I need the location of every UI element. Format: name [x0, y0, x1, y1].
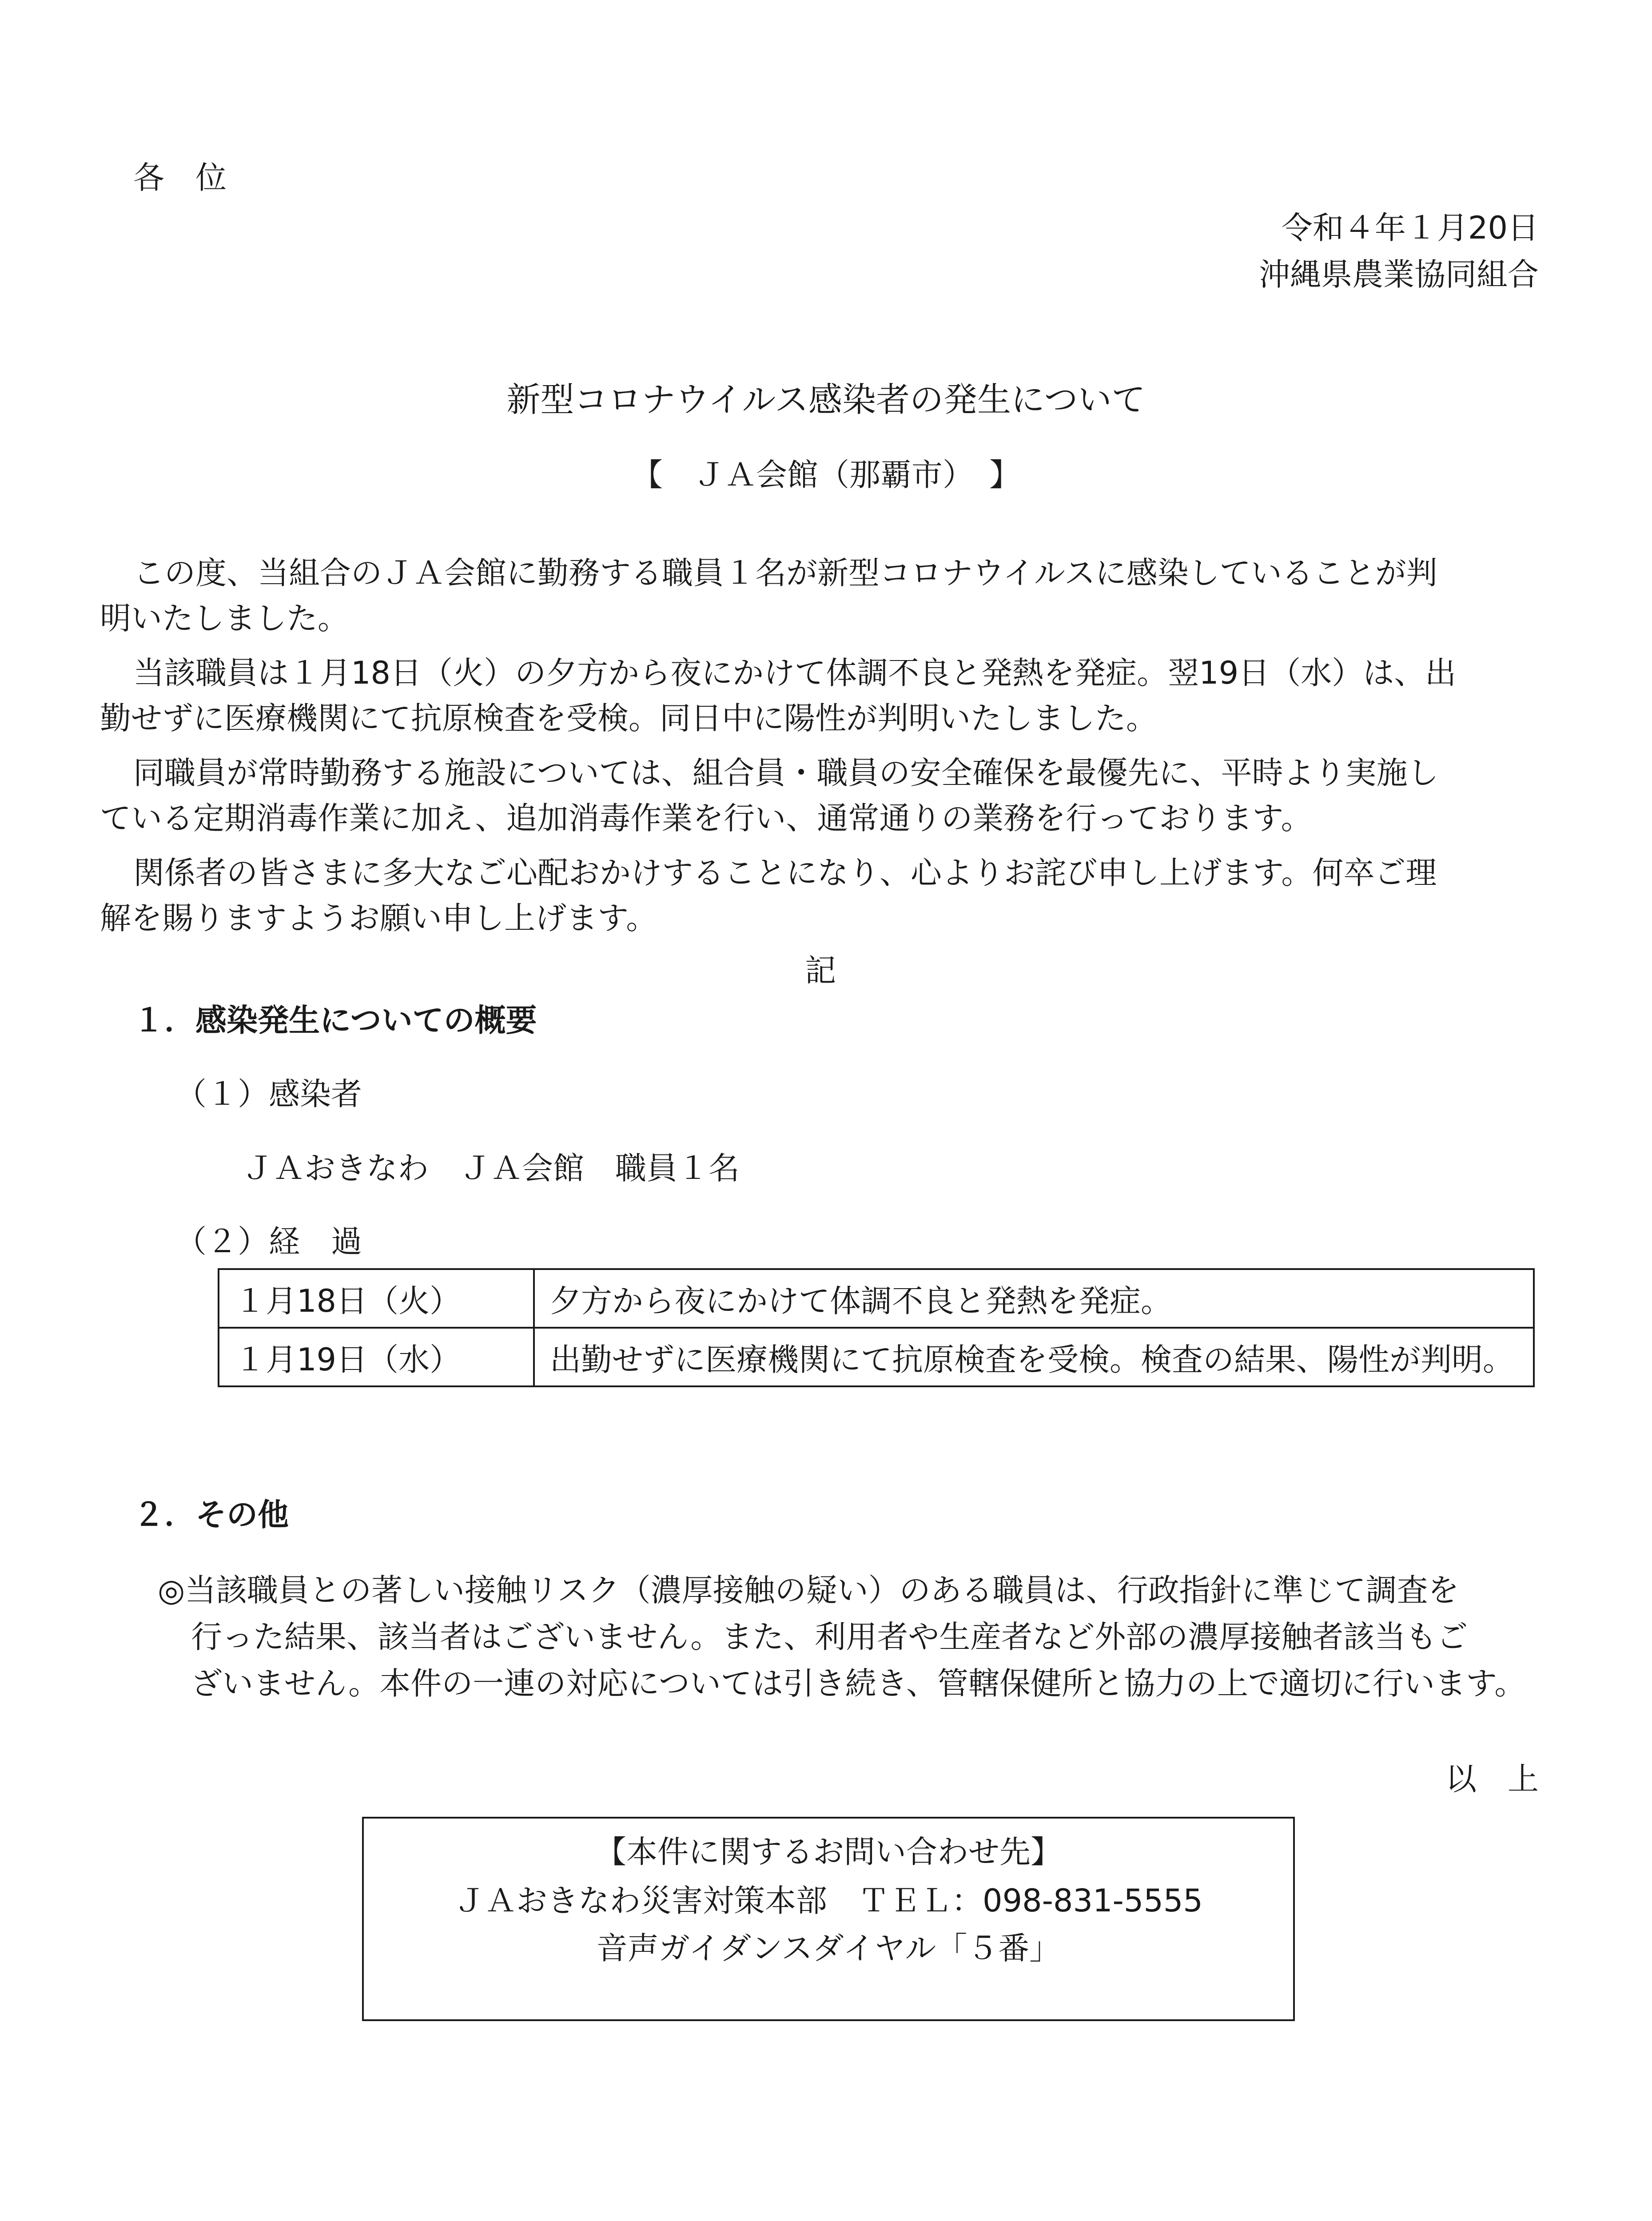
issue-date: 令和４年１月20日 — [1281, 210, 1539, 246]
paragraph-2-line-1: 当該職員は１月18日（火）の夕方から夜にかけて体調不良と発熱を発症。翌19日（水）は、出 — [133, 655, 1457, 691]
paragraph-2-line-2: 勤せずに医療機関にて抗原検査を受検。同日中に陽性が判明いたしました。 — [100, 700, 1157, 736]
paragraph-3-line-1: 同職員が常時勤務する施設については、組合員・職員の安全確保を最優先に、平時より実施し — [133, 755, 1439, 791]
timeline-table — [218, 1268, 1535, 1387]
paragraph-1-line-1: この度、当組合のＪＡ会館に勤務する職員１名が新型コロナウイルスに感染していることが判 — [133, 555, 1437, 591]
document-title: 新型コロナウイルス感染者の発生について — [506, 380, 1146, 419]
section-1-sub-2-heading: （２）経 過 — [175, 1223, 362, 1260]
contact-voice-guidance: 音声ガイダンスダイヤル「５番」 — [596, 1930, 1061, 1966]
paragraph-1-line-2: 明いたしました。 — [100, 600, 349, 637]
section-1-sub-1-heading: （１）感染者 — [175, 1076, 362, 1112]
event-date: １月18日（火） — [219, 1269, 534, 1328]
section-2-heading: ２．その他 — [133, 1497, 289, 1533]
closing-mark: 以 上 — [1445, 1761, 1539, 1797]
organization-name: 沖縄県農業協同組合 — [1259, 256, 1539, 293]
contact-box — [362, 1817, 1295, 2021]
section-2-line-2: 行った結果、該当者はございません。また、利用者や生産者など外部の濃厚接触者該当もご — [191, 1619, 1468, 1655]
infected-person: ＪＡおきなわ ＪＡ会館 職員１名 — [242, 1150, 740, 1186]
table-row — [219, 1328, 1534, 1386]
table-row — [219, 1269, 1534, 1328]
event-description: 出勤せずに医療機関にて抗原検査を受検。検査の結果、陽性が判明。 — [534, 1328, 1534, 1386]
section-2-line-1: ◎当該職員との著しい接触リスク（濃厚接触の疑い）のある職員は、行政指針に準じて調査を — [158, 1572, 1459, 1608]
event-date: １月19日（水） — [219, 1328, 534, 1386]
contact-phone: ＪＡおきなわ災害対策本部 ＴＥＬ：098-831-5555 — [454, 1883, 1203, 1919]
paragraph-3-line-2: ている定期消毒作業に加え、追加消毒作業を行い、通常通りの業務を行っております。 — [100, 800, 1312, 836]
paragraph-4-line-2: 解を賜りますようお願い申し上げます。 — [100, 900, 657, 936]
contact-heading: 【本件に関するお問い合わせ先】 — [595, 1834, 1062, 1870]
ki-mark: 記 — [805, 952, 836, 989]
paragraph-4-line-1: 関係者の皆さまに多大なご心配おかけすることになり、心よりお詫び申し上げます。何卒ご理 — [133, 855, 1437, 891]
document-subtitle: 【 ＪＡ会館（那覇市） 】 — [632, 457, 1020, 493]
addressee: 各 位 — [133, 159, 227, 196]
section-2-line-3: ざいません。本件の一連の対応については引き続き、管轄保健所と協力の上で適切に行います。 — [191, 1665, 1526, 1702]
event-description: 夕方から夜にかけて体調不良と発熱を発症。 — [534, 1269, 1534, 1328]
section-1-heading: １．感染発生についての概要 — [133, 1002, 537, 1039]
